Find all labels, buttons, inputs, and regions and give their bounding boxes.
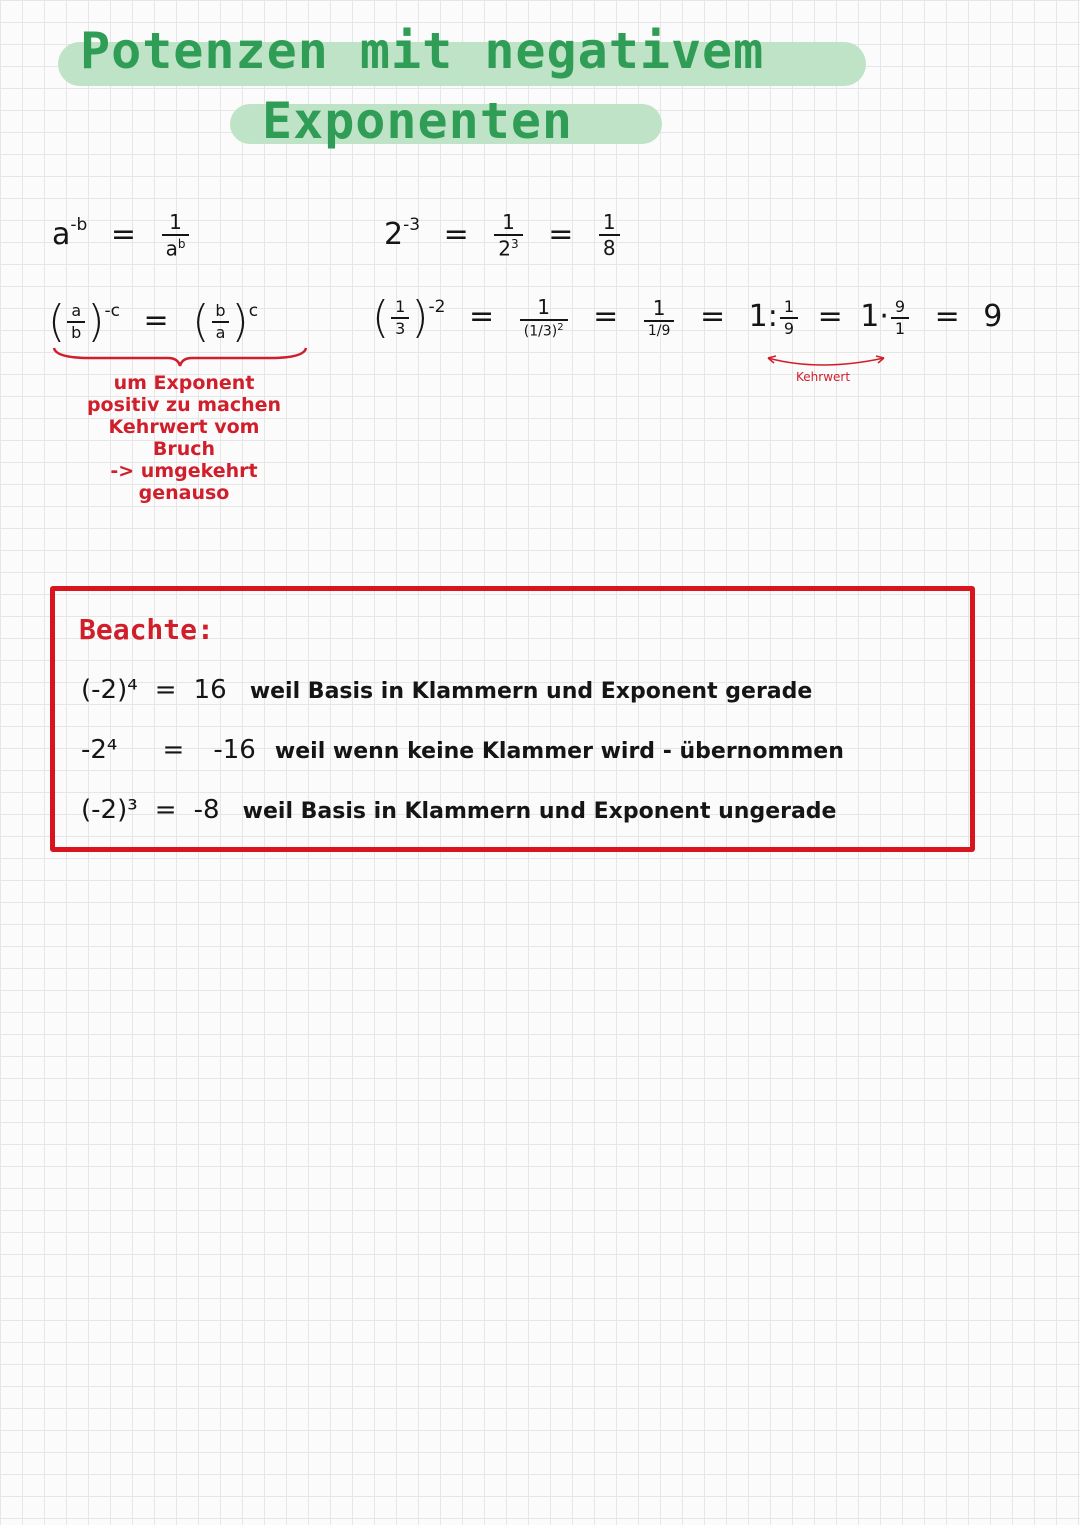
ex2-result: 9 xyxy=(983,299,1003,334)
rule-note xyxy=(56,372,312,504)
example-2: ( $\frac{1}{3}$ )$^{-2}$ = $\frac{1}{(1/3)^2}$ = $\frac{1}{1/9}$ = 1: $\frac{1}{9}$ = 1· $\frac{9}{1}$ = 9 xyxy=(372,292,1003,343)
rule-note-line: Bruch xyxy=(152,438,216,460)
rule-note-line: Kehrwert vom xyxy=(108,416,260,438)
ex1-base: 2 xyxy=(384,216,404,252)
ex2-step4-prefix: 1· xyxy=(860,299,889,334)
ex2-eq: = xyxy=(934,299,960,334)
ex1-fraction: $\frac{1}{2^3}$ xyxy=(494,212,522,259)
rule1-eq: = xyxy=(110,216,137,252)
ex2-step3-prefix: 1: xyxy=(748,299,778,334)
note-value: -16 xyxy=(213,735,256,765)
note-eq: = xyxy=(154,675,177,705)
rule-note-line: -> umgekehrt xyxy=(110,460,258,482)
reciprocal-annotation: Kehrwert xyxy=(796,370,851,384)
note-expr: -2⁴ xyxy=(81,735,118,765)
underbrace-icon xyxy=(50,346,310,368)
note-expr: (-2)⁴ xyxy=(81,675,138,705)
ex2-eq: = xyxy=(817,299,843,334)
rule-fraction-reciprocal: ( $\frac{a}{b}$ )$^{-c}$ = ( $\frac{b}{a}$ )$^c$ xyxy=(48,296,259,347)
rule1-den: $a^b$ xyxy=(162,234,190,259)
rule-note-line: genauso xyxy=(138,482,230,504)
note-line xyxy=(81,675,812,705)
rule2-lhs-exp: -c xyxy=(104,301,120,321)
ex2-step3: $\frac{1}{9}$ xyxy=(780,299,798,337)
note-box xyxy=(50,586,975,852)
rule-negative-exponent xyxy=(52,212,191,259)
ex2-eq: = xyxy=(593,299,619,334)
note-line xyxy=(81,735,844,765)
rule-note-line: positiv zu machen xyxy=(86,394,282,416)
ex1-eq2: = xyxy=(548,216,574,252)
note-text: weil wenn keine Klammer wird - übernommen xyxy=(274,739,844,764)
example-1 xyxy=(384,212,622,259)
rule1-fraction xyxy=(162,212,190,259)
rule1-exp: -b xyxy=(70,214,88,235)
rule2-eq: = xyxy=(143,303,169,338)
ex2-exp: -2 xyxy=(428,297,446,317)
note-text: weil Basis in Klammern und Exponent gerade xyxy=(249,679,813,704)
ex2-eq: = xyxy=(469,299,495,334)
note-value: -8 xyxy=(193,795,220,825)
ex1-result: $\frac{1}{8}$ xyxy=(599,212,620,258)
note-expr: (-2)³ xyxy=(81,795,138,825)
note-eq: = xyxy=(162,735,185,765)
rule1-num: 1 xyxy=(169,210,182,234)
ex1-eq: = xyxy=(443,216,469,252)
ex2-base: $\frac{1}{3}$ xyxy=(391,299,409,337)
note-value: 16 xyxy=(193,675,227,705)
ex1-exp: -3 xyxy=(403,214,421,235)
rule-note-line: um Exponent xyxy=(113,372,255,394)
ex2-step4: $\frac{9}{1}$ xyxy=(891,299,909,337)
rule2-rhs-exp: c xyxy=(248,301,259,321)
ex2-eq: = xyxy=(699,299,726,334)
page-title-line2: Exponenten xyxy=(262,92,574,150)
ex2-step1: $\frac{1}{(1/3)^2}$ xyxy=(520,297,568,339)
note-heading: Beachte: xyxy=(79,613,214,646)
rule2-rhs-fraction: $\frac{b}{a}$ xyxy=(211,303,229,341)
note-text: weil Basis in Klammern und Exponent ungerade xyxy=(242,799,837,824)
page-title: Potenzen mit negativem xyxy=(80,22,765,80)
note-line xyxy=(81,795,836,825)
rule1-base: a xyxy=(52,216,71,252)
ex2-step2: $\frac{1}{1/9}$ xyxy=(644,298,675,338)
rule2-lhs-fraction: $\frac{a}{b}$ xyxy=(67,303,85,341)
note-eq: = xyxy=(154,795,177,825)
